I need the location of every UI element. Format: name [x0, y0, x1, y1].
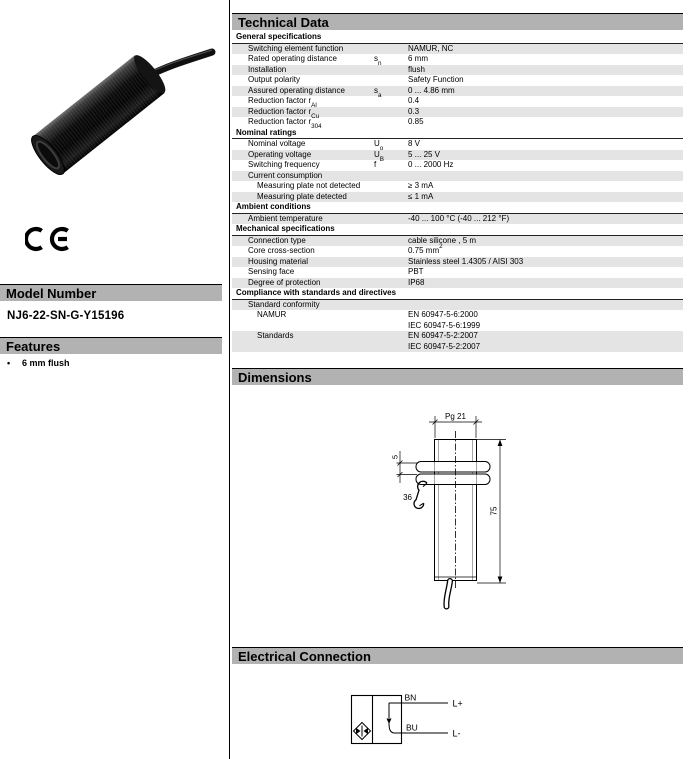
- sensor-cable: [150, 52, 212, 75]
- technical-data-header: [232, 13, 683, 30]
- spec-label: Measuring plate detected: [257, 191, 347, 201]
- spec-section-header: Compliance with standards and directives: [232, 288, 683, 300]
- drawing-nut-upper: [416, 462, 490, 473]
- spec-label: Reduction factor $r_{Cu}$: [248, 106, 320, 120]
- spec-row: [232, 160, 683, 171]
- spec-row: [232, 267, 683, 278]
- spec-label: Assured operating distance: [248, 85, 345, 95]
- spec-section-header: Ambient conditions: [232, 202, 683, 214]
- terminal-positive-label: L+: [452, 698, 463, 709]
- dimensions-header: [232, 368, 683, 385]
- spec-row: [232, 65, 683, 76]
- nut-height-label: 5: [390, 454, 400, 460]
- right-column: [232, 0, 683, 759]
- spec-value: Safety Function: [408, 75, 464, 84]
- sensor-body: [26, 51, 170, 179]
- spec-label: Current consumption: [248, 170, 323, 180]
- spec-value: NAMUR, NC: [408, 43, 454, 53]
- wrench-icon: [414, 481, 427, 508]
- spec-row: [232, 117, 683, 131]
- spec-row: [232, 107, 683, 118]
- spec-row: [232, 257, 683, 268]
- spec-row: [232, 75, 683, 86]
- spec-symbol: $s_a$: [374, 85, 382, 99]
- spec-symbol: $U_B$: [374, 149, 384, 163]
- spec-row: [232, 214, 683, 225]
- features-header: [0, 337, 222, 354]
- spec-value: 0 ... 4.86 mm: [408, 85, 455, 95]
- spec-label: Sensing face: [248, 267, 295, 276]
- electrical-connection-header-label: Electrical Connection: [238, 649, 371, 664]
- technical-data-section: [232, 13, 683, 352]
- thread-size-label: Pg 21: [445, 412, 466, 421]
- dimensions-header-label: Dimensions: [238, 370, 312, 385]
- feature-bullet: •: [7, 358, 11, 368]
- spec-value: flush: [408, 64, 425, 74]
- spec-row: [232, 236, 683, 247]
- spec-row: [232, 278, 683, 289]
- product-photo: [6, 12, 222, 203]
- spec-label: Housing material: [248, 256, 309, 266]
- spec-label: Rated operating distance: [248, 54, 337, 63]
- wire-blue-label: BU: [406, 722, 418, 733]
- spec-row: [232, 54, 683, 68]
- spec-value: 0 ... 2000 Hz: [408, 160, 454, 169]
- electrical-connection-header: [232, 647, 683, 664]
- drawing-nut-lower: [416, 474, 490, 485]
- body-length-label: 75: [489, 506, 499, 516]
- spec-row: [232, 310, 683, 331]
- left-column: [0, 0, 222, 759]
- spec-row: [232, 139, 683, 153]
- model-number-header-label: Model Number: [6, 286, 97, 301]
- spec-label: Degree of protection: [248, 277, 321, 287]
- spec-value: EN 60947-5-6:2000 IEC 60947-5-6:1999: [408, 310, 481, 330]
- spec-value: 8 V: [408, 139, 421, 148]
- ce-mark-icon: [25, 224, 77, 259]
- spec-row: [232, 171, 683, 182]
- spec-row: [232, 300, 683, 311]
- spec-value: ≤ 1 mA: [408, 191, 434, 201]
- feature-item: [7, 358, 70, 368]
- model-number-value: NJ6-22-SN-G-Y15196: [7, 310, 125, 322]
- spec-value: 5 ... 25 V: [408, 149, 441, 159]
- spec-label: Standard conformity: [248, 299, 320, 309]
- spec-symbol: f: [374, 160, 377, 169]
- spec-value: PBT: [408, 267, 424, 276]
- spec-label: Switching element function: [248, 43, 344, 53]
- nut-height-dimension: [397, 451, 418, 483]
- electrical-connection-section: [232, 647, 683, 759]
- spec-label: Installation: [248, 64, 287, 74]
- features-header-label: Features: [6, 339, 61, 354]
- spec-row: [232, 86, 683, 97]
- spec-value: 0.3: [408, 106, 420, 116]
- spec-label: Core cross-section: [248, 246, 315, 255]
- spec-value: 0.75 $mm^2$: [408, 242, 443, 255]
- spec-value: cable silicone , 5 m: [408, 235, 477, 245]
- wrench-size-label: 36: [403, 493, 412, 502]
- dimensions-section: [232, 368, 683, 647]
- sensor-photo-image: [6, 12, 222, 198]
- terminal-negative-label: L-: [452, 728, 461, 739]
- spec-row: [232, 181, 683, 192]
- dimension-drawing: [232, 390, 683, 645]
- spec-label: Operating voltage: [248, 149, 312, 159]
- spec-row: [232, 242, 683, 257]
- column-divider-line: [229, 0, 230, 759]
- spec-label: Reduction factor $r_{304}$: [248, 117, 322, 131]
- spec-section-header: Nominal ratings: [232, 128, 683, 140]
- spec-row: [232, 150, 683, 161]
- spec-value: EN 60947-5-2:2007 IEC 60947-5-2:2007: [408, 331, 481, 351]
- spec-value: 0.85: [408, 117, 424, 126]
- spec-value: 0.4: [408, 96, 420, 105]
- spec-label: Reduction factor $r_{Al}$: [248, 96, 317, 110]
- spec-value: 6 mm: [408, 54, 428, 63]
- spec-row: [232, 192, 683, 203]
- spec-section-header: Mechanical specifications: [232, 224, 683, 236]
- spec-section-header: General specifications: [232, 32, 683, 44]
- model-number-header: [0, 284, 222, 301]
- spec-value: -40 ... 100 °C (-40 ... 212 °F): [408, 213, 510, 223]
- spec-label: Nominal voltage: [248, 139, 306, 148]
- spec-value: ≥ 3 mA: [408, 181, 434, 190]
- spec-label: NAMUR: [257, 310, 287, 319]
- technical-data-header-label: Technical Data: [238, 15, 329, 30]
- spec-label: Measuring plate not detected: [257, 181, 361, 190]
- spec-label: Ambient temperature: [248, 213, 323, 223]
- spec-label: Output polarity: [248, 75, 301, 84]
- spec-row: [232, 331, 683, 352]
- spec-symbol: $s_n$: [374, 54, 382, 68]
- spec-row: [232, 96, 683, 110]
- wiring-diagram: [232, 668, 683, 756]
- spec-value: Stainless steel 1.4305 / AISI 303: [408, 256, 524, 266]
- feature-text: 6 mm flush: [22, 358, 70, 368]
- spec-symbol: $U_o$: [374, 139, 384, 153]
- spec-label: Switching frequency: [248, 160, 320, 169]
- wire-brown-label: BN: [404, 692, 417, 703]
- spec-label: Standards: [257, 331, 294, 340]
- spec-table: [232, 32, 683, 352]
- spec-value: IP68: [408, 277, 425, 287]
- spec-label: Connection type: [248, 235, 306, 245]
- spec-row: [232, 44, 683, 55]
